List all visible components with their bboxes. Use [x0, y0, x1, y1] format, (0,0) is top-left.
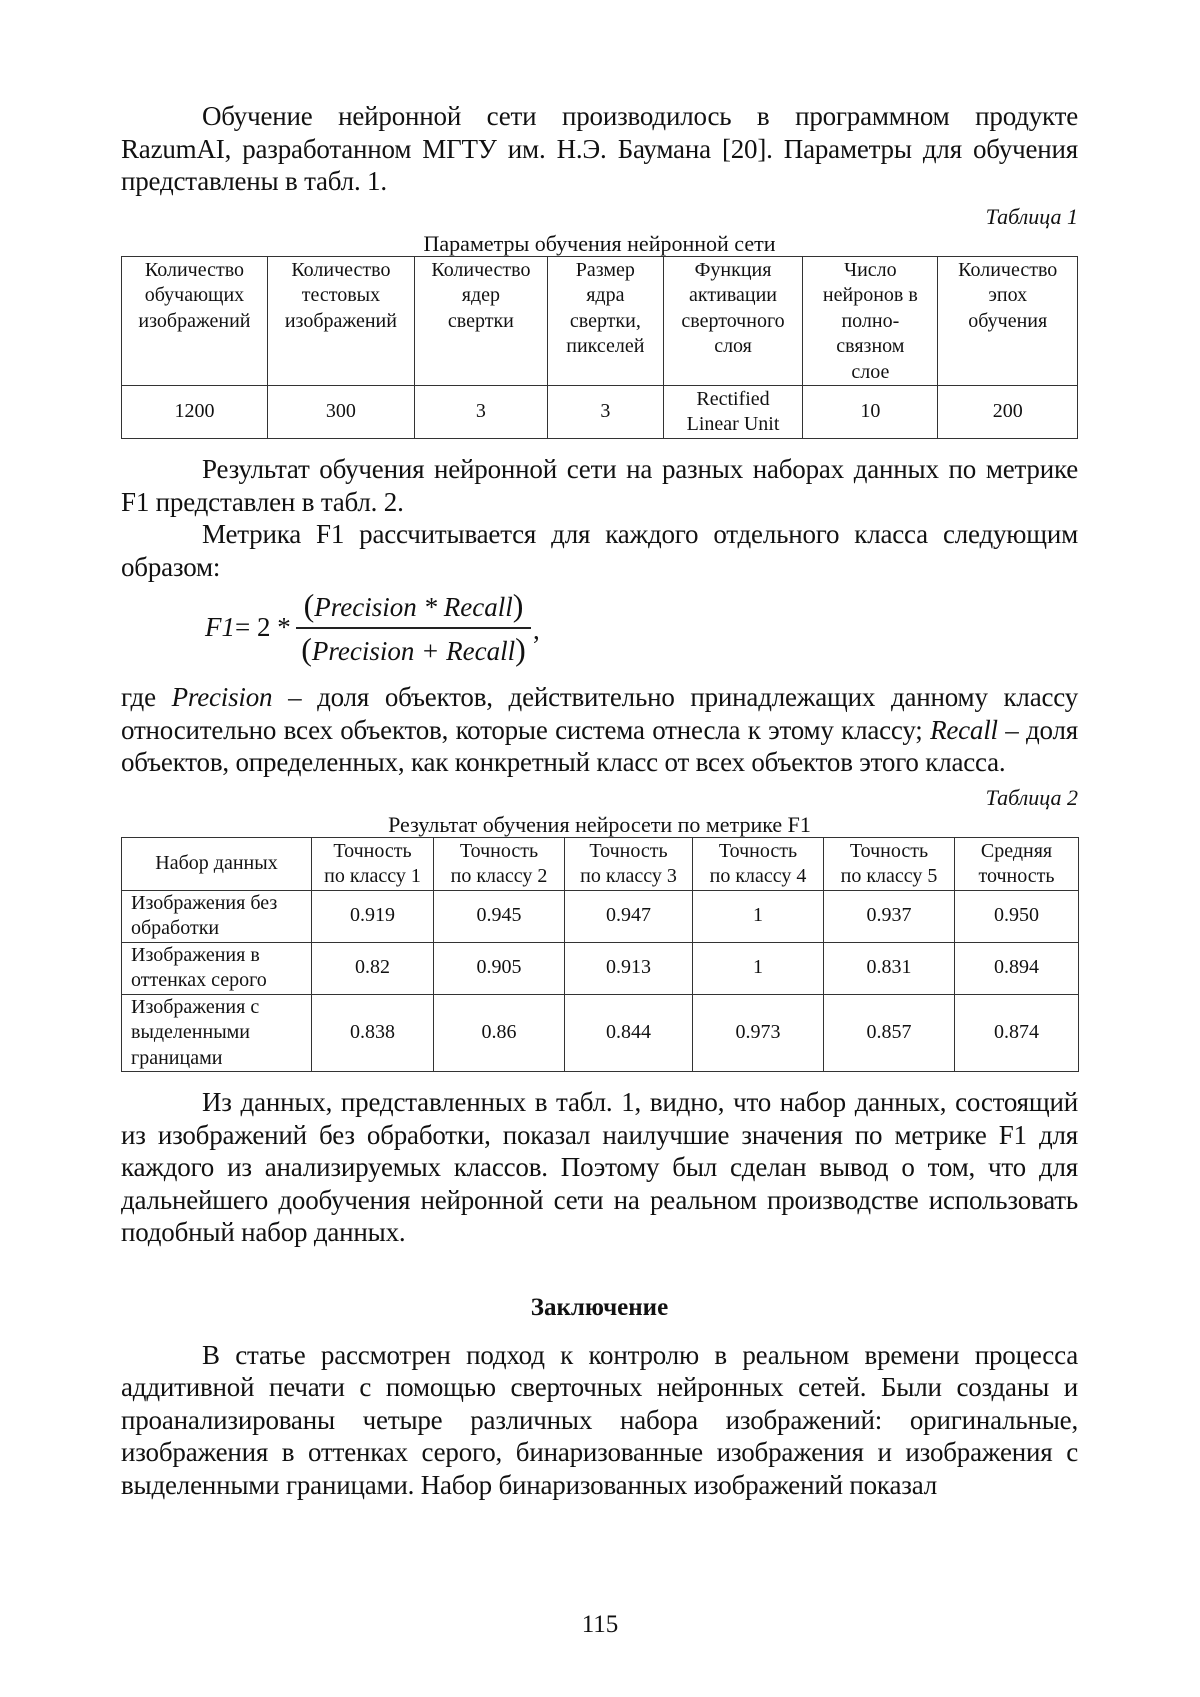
table2-cell: 1	[693, 942, 824, 994]
table1-header-row	[122, 256, 1078, 386]
table1-header-cell: Функция активации сверточного слоя	[663, 256, 802, 386]
paragraph-precision-recall: где Precision – доля объектов, действительно принадлежащих данному классу относительно всех объектов, которые система отнесла к этому классу; Recall – доля объектов, определенных, как конкретный класс от всех объектов этого класса.	[121, 682, 1078, 777]
table1-row	[122, 386, 1078, 439]
table2-cell: 0.905	[434, 942, 565, 994]
formula-comma: ,	[533, 615, 540, 645]
table1-cell-kernels: 3	[414, 386, 547, 439]
table2-cell: 0.86	[434, 994, 565, 1072]
table2-header-cell: Точность по классу 2	[434, 837, 565, 890]
table1-training-parameters	[121, 256, 1078, 440]
table-row	[122, 890, 1079, 942]
formula-numerator: (Precision * Recall)	[303, 587, 524, 623]
table2-header-cell: Точность по классу 3	[565, 837, 693, 890]
table2-cell: 0.894	[955, 942, 1079, 994]
table2-header-cell: Точность по классу 5	[824, 837, 955, 890]
paragraph-training-software: Обучение нейронной сети производилось в программном продукте RazumAI, разработанном МГТУ им. Н.Э. Баумана [20]. Параметры для обучения представлены в табл. 1.	[121, 101, 1078, 196]
paragraph-conclusion: В статье рассмотрен подход к контролю в реальном времени процесса аддитивной печати с помощью сверточных нейронных сетей. Были созданы и проанализированы четыре различных набора изображений: оригинальные, изображения в оттенках серого, бинаризованные изображения и изображения с выделенными границами. Набор бинаризованных изображений показал	[121, 1339, 1078, 1500]
table2-row-name: Изображения с выделенными границами	[122, 994, 312, 1072]
table1-header-cell: Число нейронов в полно- связном слое	[803, 256, 938, 386]
table2-cell: 0.919	[312, 890, 434, 942]
table1-header-cell: Количество ядер свертки	[414, 256, 547, 386]
table1-cell-train-images: 1200	[122, 386, 268, 439]
table2-header-cell: Точность по классу 4	[693, 837, 824, 890]
table2-cell: 0.913	[565, 942, 693, 994]
paragraph-results-conclusion: Из данных, представленных в табл. 1, видно, что набор данных, состоящий из изображений без обработки, показал наилучшие значения по метрике F1 для каждого из анализируемых классов. Поэтому был сделан вывод о том, что для дальнейшего дообучения нейронной сети на реальном производстве использовать подобный набор данных.	[121, 1087, 1078, 1247]
table2-cell: 0.874	[955, 994, 1079, 1072]
table1-cell-kernel-size: 3	[547, 386, 663, 439]
table2-label: Таблица 2	[985, 784, 1078, 810]
table2-cell: 0.950	[955, 890, 1079, 942]
table2-row-name: Изображения в оттенках серого	[122, 942, 312, 994]
table1-cell-activation: Rectified Linear Unit	[663, 386, 802, 439]
table1-cell-test-images: 300	[267, 386, 414, 439]
table1-title: Параметры обучения нейронной сети	[423, 230, 776, 256]
f1-formula	[121, 585, 1078, 677]
table2-cell: 0.844	[565, 994, 693, 1072]
page-number: 115	[581, 1611, 619, 1638]
table2-cell: 0.945	[434, 890, 565, 942]
table1-header-cell: Количество тестовых изображений	[267, 256, 414, 386]
table2-title: Результат обучения нейросети по метрике F1	[388, 811, 811, 837]
table2-cell: 0.82	[312, 942, 434, 994]
table2-cell: 0.947	[565, 890, 693, 942]
table1-header-cell: Размер ядра свертки, пикселей	[547, 256, 663, 386]
table-row	[122, 994, 1079, 1072]
paragraph-f1-definition: Метрика F1 рассчитывается для каждого отдельного класса следующим образом:	[121, 519, 1078, 582]
section-heading-conclusion: Заключение	[530, 1293, 669, 1321]
table2-f1-results	[121, 837, 1079, 1073]
table1-label: Таблица 1	[985, 203, 1078, 229]
table2-header-cell: Точность по классу 1	[312, 837, 434, 890]
table1-header-cell: Количество обучающих изображений	[122, 256, 268, 386]
table2-row-name: Изображения без обработки	[122, 890, 312, 942]
table2-header-row	[122, 837, 1079, 890]
formula-denominator: (Precision + Recall)	[301, 631, 526, 667]
table2-header-dataset: Набор данных	[122, 837, 312, 890]
table2-cell: 0.857	[824, 994, 955, 1072]
formula-fraction	[296, 585, 531, 671]
table2-cell: 0.831	[824, 942, 955, 994]
formula-lhs: F1= 2 *	[205, 612, 291, 642]
table2-cell: 0.838	[312, 994, 434, 1072]
table2-header-cell: Средняя точность	[955, 837, 1079, 890]
table2-cell: 0.937	[824, 890, 955, 942]
table1-cell-neurons: 10	[803, 386, 938, 439]
table1-header-cell: Количество эпох обучения	[938, 256, 1078, 386]
table2-cell: 0.973	[693, 994, 824, 1072]
table1-cell-epochs: 200	[938, 386, 1078, 439]
table-row	[122, 942, 1079, 994]
page-content	[121, 100, 1078, 1501]
paragraph-f1-results: Результат обучения нейронной сети на разных наборах данных по метрике F1 представлен в табл. 2.	[121, 454, 1078, 517]
table2-cell: 1	[693, 890, 824, 942]
